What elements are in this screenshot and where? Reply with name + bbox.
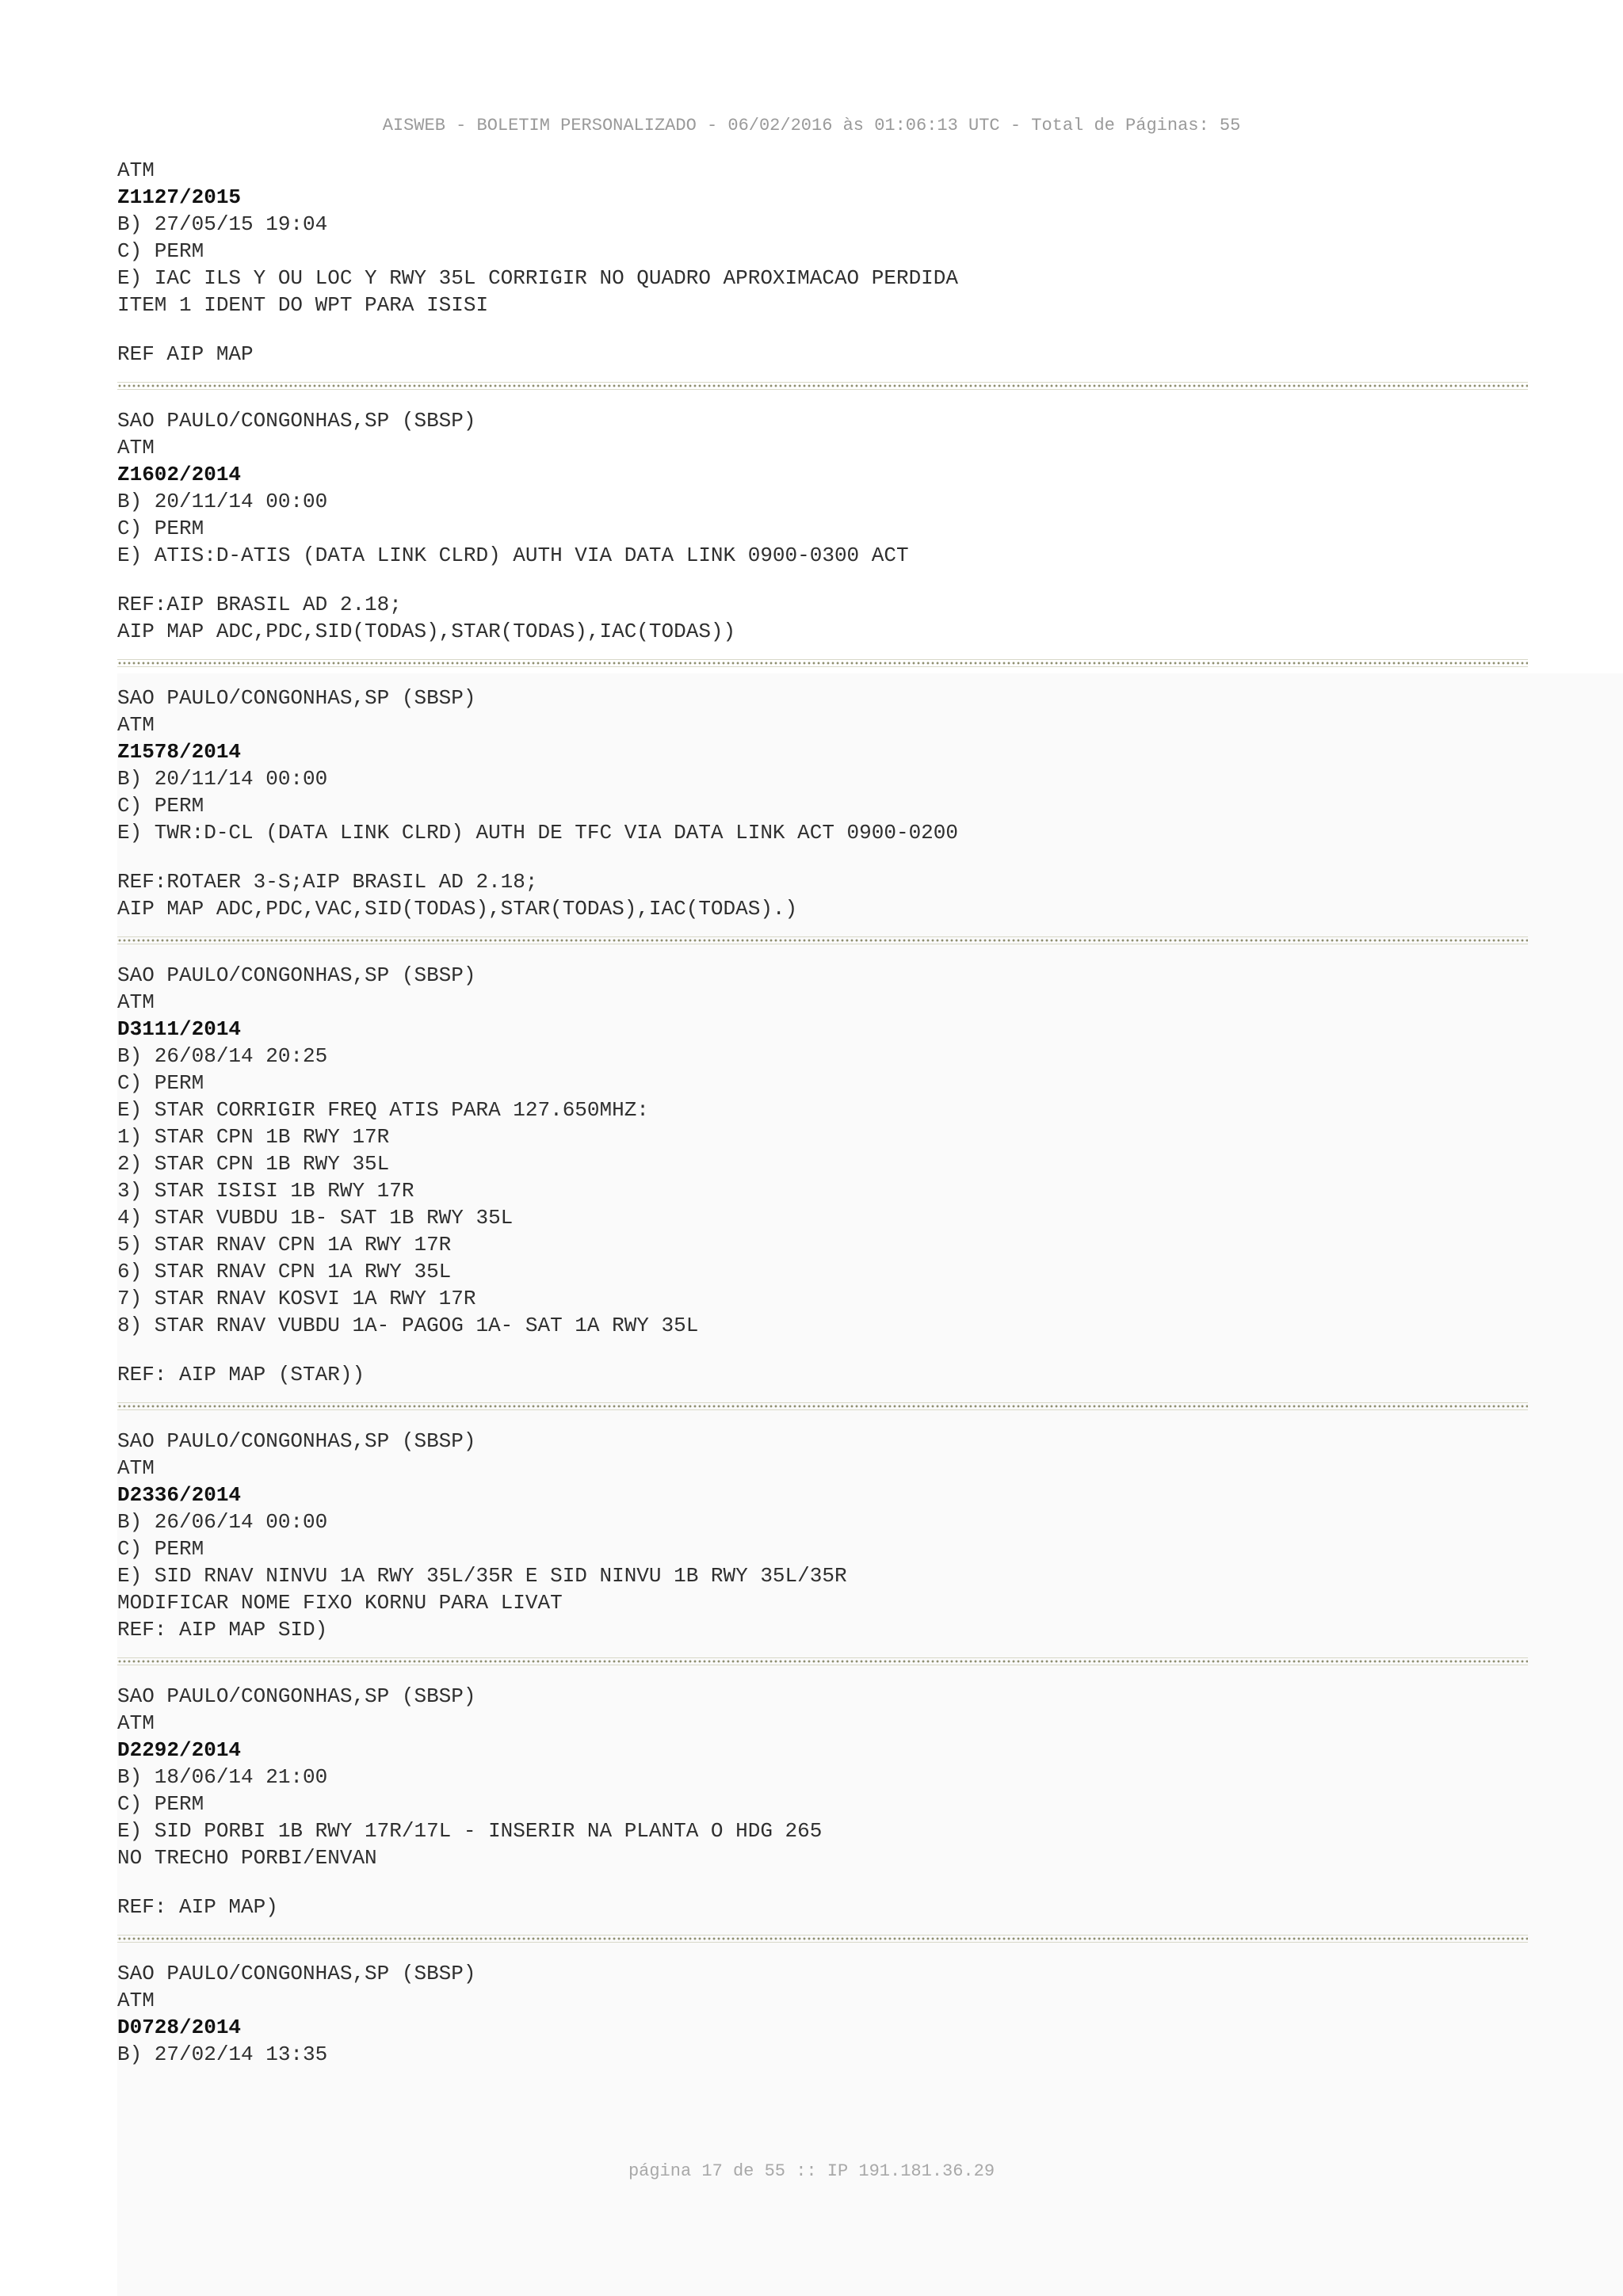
notam-text-line: B) 18/06/14 21:00	[117, 1765, 328, 1789]
notam-text-line: C) PERM	[117, 1537, 204, 1561]
notam-text-line: E) IAC ILS Y OU LOC Y RWY 35L CORRIGIR NO QUADRO APROXIMACAO PERDIDA	[117, 266, 958, 290]
notam-text-line: REF: AIP MAP SID)	[117, 1618, 328, 1642]
notam-block	[117, 1428, 1528, 1643]
notam-text-line: B) 26/08/14 20:25	[117, 1044, 328, 1068]
spacer	[117, 1339, 1528, 1361]
separator-line	[117, 1402, 1528, 1410]
notam-text-line: C) PERM	[117, 517, 204, 540]
notam-text-line: C) PERM	[117, 239, 204, 263]
notam-number: D2292/2014	[117, 1738, 242, 1762]
notam-text-line: NO TRECHO PORBI/ENVAN	[117, 1846, 377, 1870]
spacer	[117, 846, 1528, 868]
notam-ref-line: REF AIP MAP	[117, 342, 254, 366]
notam-number: D3111/2014	[117, 1017, 242, 1041]
notam-ref-line: REF: AIP MAP)	[117, 1895, 278, 1919]
notam-category: ATM	[117, 1456, 155, 1480]
notam-category: ATM	[117, 158, 155, 182]
notam-text-line: 5) STAR RNAV CPN 1A RWY 17R	[117, 1233, 452, 1257]
notam-ref-line: REF:ROTAER 3-S;AIP BRASIL AD 2.18;	[117, 870, 538, 894]
notam-text-line: 4) STAR VUBDU 1B- SAT 1B RWY 35L	[117, 1206, 514, 1230]
notam-location: SAO PAULO/CONGONHAS,SP (SBSP)	[117, 686, 476, 710]
notam-ref-line: REF: AIP MAP (STAR))	[117, 1363, 365, 1386]
notam-text-line: C) PERM	[117, 794, 204, 818]
notam-text-line: B) 20/11/14 00:00	[117, 767, 328, 791]
notam-ref-line: AIP MAP ADC,PDC,SID(TODAS),STAR(TODAS),IAC(TODAS))	[117, 620, 736, 643]
separator-line	[117, 382, 1528, 390]
notam-block	[117, 685, 1528, 922]
notam-text-line: E) SID RNAV NINVU 1A RWY 35L/35R E SID NINVU 1B RWY 35L/35R	[117, 1564, 847, 1588]
notam-category: ATM	[117, 1989, 155, 2012]
separator-line	[117, 936, 1528, 944]
separator-line	[117, 1935, 1528, 1943]
notam-number: Z1602/2014	[117, 463, 242, 486]
notam-block	[117, 157, 1528, 368]
notam-category: ATM	[117, 990, 155, 1014]
notam-text-line: MODIFICAR NOME FIXO KORNU PARA LIVAT	[117, 1591, 563, 1615]
notam-text-line: B) 27/02/14 13:35	[117, 2042, 328, 2066]
notam-text-line: 3) STAR ISISI 1B RWY 17R	[117, 1179, 414, 1203]
notam-location: SAO PAULO/CONGONHAS,SP (SBSP)	[117, 1429, 476, 1453]
notam-text-line: B) 26/06/14 00:00	[117, 1510, 328, 1534]
notam-block	[117, 1960, 1528, 2068]
notam-location: SAO PAULO/CONGONHAS,SP (SBSP)	[117, 963, 476, 987]
notam-text-line: B) 20/11/14 00:00	[117, 490, 328, 513]
page-header: AISWEB - BOLETIM PERSONALIZADO - 06/02/2016 às 01:06:13 UTC - Total de Páginas: 55	[382, 116, 1241, 135]
notam-text-line: C) PERM	[117, 1071, 204, 1095]
notam-text-line: E) TWR:D-CL (DATA LINK CLRD) AUTH DE TFC VIA DATA LINK ACT 0900-0200	[117, 821, 958, 845]
spacer	[117, 318, 1528, 341]
notam-category: ATM	[117, 713, 155, 737]
spacer	[117, 1871, 1528, 1894]
notam-ref-line: AIP MAP ADC,PDC,VAC,SID(TODAS),STAR(TODAS),IAC(TODAS).)	[117, 897, 798, 921]
page-footer: página 17 de 55 :: IP 191.181.36.29	[628, 2161, 995, 2181]
separator-line	[117, 1657, 1528, 1665]
notam-text-line: 8) STAR RNAV VUBDU 1A- PAGOG 1A- SAT 1A RWY 35L	[117, 1314, 699, 1337]
notam-category: ATM	[117, 1711, 155, 1735]
separator-line	[117, 659, 1528, 667]
notam-text-line: 6) STAR RNAV CPN 1A RWY 35L	[117, 1260, 452, 1283]
notam-text-line: E) ATIS:D-ATIS (DATA LINK CLRD) AUTH VIA DATA LINK 0900-0300 ACT	[117, 543, 909, 567]
notam-text-line: E) STAR CORRIGIR FREQ ATIS PARA 127.650MHZ:	[117, 1098, 649, 1122]
notam-number: Z1127/2015	[117, 185, 242, 209]
notam-location: SAO PAULO/CONGONHAS,SP (SBSP)	[117, 1684, 476, 1708]
notam-text-line: 2) STAR CPN 1B RWY 35L	[117, 1152, 390, 1176]
notam-list	[117, 157, 1528, 2068]
notam-category: ATM	[117, 436, 155, 460]
notam-ref-line: REF:AIP BRASIL AD 2.18;	[117, 593, 402, 616]
notam-number: D2336/2014	[117, 1483, 242, 1507]
notam-number: Z1578/2014	[117, 740, 242, 764]
notam-text-line: B) 27/05/15 19:04	[117, 212, 328, 236]
notam-block	[117, 962, 1528, 1388]
notam-text-line: 7) STAR RNAV KOSVI 1A RWY 17R	[117, 1287, 476, 1310]
notam-location: SAO PAULO/CONGONHAS,SP (SBSP)	[117, 1962, 476, 1985]
notam-block	[117, 1683, 1528, 1920]
notam-text-line: C) PERM	[117, 1792, 204, 1816]
spacer	[117, 569, 1528, 591]
notam-number: D0728/2014	[117, 2016, 242, 2039]
notam-text-line: E) SID PORBI 1B RWY 17R/17L - INSERIR NA PLANTA O HDG 265	[117, 1819, 823, 1843]
notam-location: SAO PAULO/CONGONHAS,SP (SBSP)	[117, 409, 476, 433]
notam-text-line: ITEM 1 IDENT DO WPT PARA ISISI	[117, 293, 489, 317]
notam-text-line: 1) STAR CPN 1B RWY 17R	[117, 1125, 390, 1149]
notam-block	[117, 407, 1528, 645]
